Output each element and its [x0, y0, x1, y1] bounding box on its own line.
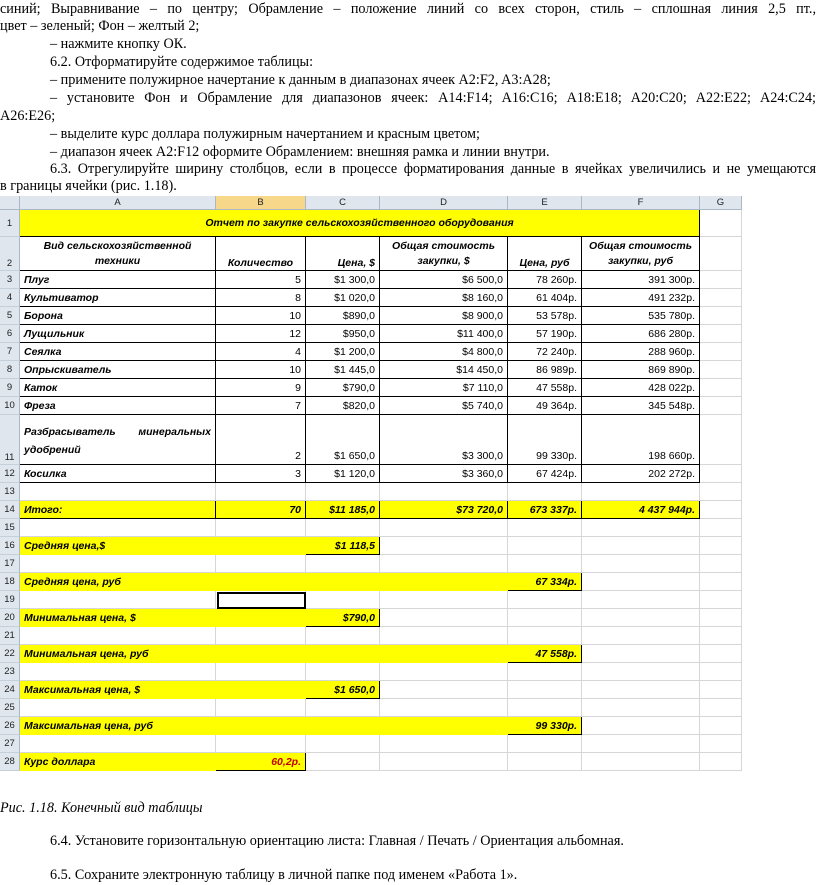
grid-cell[interactable] [582, 681, 700, 699]
row-header[interactable]: 11 [0, 415, 20, 465]
row-header[interactable]: 9 [0, 379, 20, 397]
column-header[interactable]: C [306, 196, 380, 210]
row-header[interactable]: 4 [0, 289, 20, 307]
grid-cell[interactable] [700, 379, 742, 397]
row-header[interactable]: 20 [0, 609, 20, 627]
total-usd-cell[interactable]: $14 450,0 [380, 361, 508, 379]
grid-cell[interactable] [508, 627, 582, 645]
grid-cell[interactable] [700, 591, 742, 609]
grid-cell[interactable] [700, 397, 742, 415]
row-header[interactable]: 10 [0, 397, 20, 415]
grid-cell[interactable] [306, 555, 380, 573]
grid-cell[interactable] [700, 343, 742, 361]
quantity-cell[interactable]: 10 [216, 307, 306, 325]
grid-cell[interactable] [508, 555, 582, 573]
grid-cell[interactable] [216, 483, 306, 501]
price-usd-cell[interactable]: $1 020,0 [306, 289, 380, 307]
rate-value-cell[interactable]: 60,2р. [216, 753, 306, 771]
grid-cell[interactable] [216, 699, 306, 717]
price-rub-cell[interactable]: 57 190р. [508, 325, 582, 343]
grid-cell[interactable] [20, 735, 216, 753]
grid-cell[interactable] [306, 699, 380, 717]
quantity-cell[interactable]: 12 [216, 325, 306, 343]
column-title-cell[interactable] [380, 237, 508, 271]
header-line: Вид сельскохозяйственной [43, 240, 192, 252]
total-rub-cell[interactable]: 535 780р. [582, 307, 700, 325]
paragraph-line: 6.5. Сохраните электронную таблицу в личной папке под именем «Работа 1». [50, 867, 518, 883]
grid-cell[interactable] [582, 699, 700, 717]
price-rub-cell[interactable]: 78 260р. [508, 271, 582, 289]
value-cell[interactable]: 99 330р. [508, 415, 582, 465]
row-header[interactable]: 8 [0, 361, 20, 379]
total-usd-cell[interactable]: $7 110,0 [380, 379, 508, 397]
item-name-cell[interactable]: Сеялка [20, 343, 216, 361]
total-usd-cell[interactable]: $4 800,0 [380, 343, 508, 361]
grid-cell[interactable] [582, 555, 700, 573]
grid-cell[interactable] [582, 663, 700, 681]
total-rub-cell[interactable]: 686 280р. [582, 325, 700, 343]
grid-cell[interactable] [216, 519, 306, 537]
total-rub-cell[interactable]: 491 232р. [582, 289, 700, 307]
summary-value-cell[interactable]: 47 558р. [508, 645, 582, 663]
quantity-cell[interactable]: 5 [216, 271, 306, 289]
grid-cell[interactable] [380, 519, 508, 537]
item-name-cell[interactable]: Борона [20, 307, 216, 325]
summary-label-cell[interactable]: Минимальная цена, $ [20, 609, 306, 627]
total-usd-cell[interactable]: $5 740,0 [380, 397, 508, 415]
grid-cell[interactable] [508, 537, 582, 555]
item-name-cell[interactable]: Культиватор [20, 289, 216, 307]
summary-label-cell[interactable]: Средняя цена, руб [20, 573, 508, 591]
paragraph-line: 6.4. Установите горизонтальную ориентацию листа: Главная / Печать / Ориентация альбомная. [50, 833, 624, 849]
row-header[interactable]: 18 [0, 573, 20, 591]
price-rub-cell[interactable]: 53 578р. [508, 307, 582, 325]
row-header[interactable]: 28 [0, 753, 20, 771]
grid-cell[interactable] [380, 537, 508, 555]
grid-cell[interactable] [582, 735, 700, 753]
summary-value-cell[interactable]: $790,0 [306, 609, 380, 627]
grid-cell[interactable] [380, 699, 508, 717]
price-rub-cell[interactable]: 47 558р. [508, 379, 582, 397]
grid-cell[interactable] [20, 699, 216, 717]
price-usd-cell[interactable]: $820,0 [306, 397, 380, 415]
grid-cell[interactable] [582, 591, 700, 609]
total-usd-cell[interactable]: $3 360,0 [380, 465, 508, 483]
grid-cell[interactable] [582, 645, 700, 663]
summary-label-cell[interactable]: Минимальная цена, руб [20, 645, 508, 663]
quantity-cell[interactable]: 3 [216, 465, 306, 483]
grid-cell[interactable] [700, 609, 742, 627]
row-header[interactable]: 25 [0, 699, 20, 717]
price-rub-cell[interactable]: 61 404р. [508, 289, 582, 307]
total-usd-cell[interactable]: $8 160,0 [380, 289, 508, 307]
total-usd-cell[interactable]: $73 720,0 [380, 501, 508, 519]
grid-cell[interactable] [216, 627, 306, 645]
total-sum-rub-cell[interactable]: 4 437 944р. [582, 501, 700, 519]
grid-cell[interactable] [582, 519, 700, 537]
grid-cell[interactable] [508, 663, 582, 681]
price-usd-cell[interactable]: $1 300,0 [306, 271, 380, 289]
item-name-cell[interactable]: Лущильник [20, 325, 216, 343]
column-header[interactable]: E [508, 196, 582, 210]
selected-cell[interactable] [217, 592, 306, 609]
grid-cell[interactable] [700, 717, 742, 735]
item-name-cell[interactable]: Опрыскиватель [20, 361, 216, 379]
grid-cell[interactable] [700, 325, 742, 343]
grid-cell[interactable] [582, 483, 700, 501]
total-rub-cell[interactable]: 288 960р. [582, 343, 700, 361]
grid-cell[interactable] [700, 735, 742, 753]
row-header[interactable]: 6 [0, 325, 20, 343]
grid-cell[interactable] [508, 699, 582, 717]
column-title-cell[interactable] [20, 237, 216, 271]
grid-cell[interactable] [700, 483, 742, 501]
summary-value-cell[interactable]: 67 334р. [508, 573, 582, 591]
item-name-cell[interactable]: Каток [20, 379, 216, 397]
grid-cell[interactable] [582, 537, 700, 555]
item-name-part: удобрений [24, 444, 81, 456]
paragraph-line: – диапазон ячеек A2:F12 оформите Обрамлением: внешняя рамка и линии внутри. [50, 144, 550, 160]
grid-cell[interactable] [380, 555, 508, 573]
select-all-corner[interactable] [0, 196, 20, 210]
paragraph-line: – примените полужирное начертание к данным в диапазонах ячеек A2:F2, A3:A28; [50, 72, 551, 88]
grid-cell[interactable] [20, 519, 216, 537]
total-qty-cell[interactable]: 70 [216, 501, 306, 519]
grid-cell[interactable] [216, 735, 306, 753]
item-name-cell[interactable]: Косилка [20, 465, 216, 483]
total-usd-cell[interactable]: $11 400,0 [380, 325, 508, 343]
total-rub-cell[interactable]: 428 022р. [582, 379, 700, 397]
grid-cell[interactable] [306, 735, 380, 753]
grid-cell[interactable] [20, 591, 216, 609]
rate-label-cell[interactable]: Курс доллара [20, 753, 216, 771]
price-usd-cell[interactable]: $790,0 [306, 379, 380, 397]
grid-cell[interactable] [700, 307, 742, 325]
quantity-cell[interactable]: 8 [216, 289, 306, 307]
paragraph-line: цвет – зеленый; Фон – желтый 2; [0, 18, 200, 34]
summary-value-cell[interactable]: 99 330р. [508, 717, 582, 735]
column-header[interactable]: A [20, 196, 216, 210]
total-rub-cell[interactable]: 202 272р. [582, 465, 700, 483]
total-label-cell[interactable]: Итого: [20, 501, 216, 519]
value-cell[interactable]: $1 650,0 [306, 415, 380, 465]
grid-cell[interactable] [700, 627, 742, 645]
row-header[interactable]: 15 [0, 519, 20, 537]
grid-cell[interactable] [700, 519, 742, 537]
item-name-cell[interactable]: Плуг [20, 271, 216, 289]
price-usd-cell[interactable]: $1 445,0 [306, 361, 380, 379]
column-header[interactable]: B [216, 196, 306, 210]
row-header[interactable]: 1 [0, 210, 20, 237]
grid-cell[interactable] [20, 555, 216, 573]
grid-cell[interactable] [216, 663, 306, 681]
grid-cell[interactable] [508, 609, 582, 627]
grid-cell[interactable] [306, 591, 380, 609]
row-header[interactable]: 26 [0, 717, 20, 735]
grid-cell[interactable] [508, 519, 582, 537]
grid-cell[interactable] [700, 271, 742, 289]
grid-cell[interactable] [700, 573, 742, 591]
grid-cell[interactable] [582, 753, 700, 771]
grid-cell[interactable] [508, 681, 582, 699]
item-name-part: Разбрасыватель [24, 426, 116, 438]
row-header[interactable]: 14 [0, 501, 20, 519]
column-title-cell[interactable]: Цена, $ [306, 237, 380, 271]
paragraph-line: – установите Фон и Обрамление для диапазонов ячеек: A14:F14; A16:C16; A18:E18; A20:C20; A22:E22; A24:C24; [50, 90, 816, 106]
price-usd-cell[interactable]: $950,0 [306, 325, 380, 343]
grid-cell[interactable] [508, 591, 582, 609]
total-rub-cell[interactable]: 673 337р. [508, 501, 582, 519]
grid-cell[interactable] [700, 555, 742, 573]
value-cell[interactable]: 198 660р. [582, 415, 700, 465]
price-usd-cell[interactable]: $1 120,0 [306, 465, 380, 483]
item-name-part: минеральных [138, 426, 211, 438]
row-header[interactable]: 16 [0, 537, 20, 555]
grid-cell[interactable] [508, 735, 582, 753]
grid-cell[interactable] [380, 591, 508, 609]
grid-cell[interactable] [380, 663, 508, 681]
item-name-cell[interactable]: Фреза [20, 397, 216, 415]
header-line: техники [94, 255, 141, 267]
summary-label-cell[interactable]: Максимальная цена, $ [20, 681, 306, 699]
total-usd-cell[interactable]: $6 500,0 [380, 271, 508, 289]
figure-caption: Рис. 1.18. Конечный вид таблицы [0, 800, 203, 816]
grid-cell[interactable] [306, 519, 380, 537]
price-rub-cell[interactable]: 49 364р. [508, 397, 582, 415]
row-header[interactable]: 13 [0, 483, 20, 501]
grid-cell[interactable] [508, 753, 582, 771]
header-line: закупки, руб [607, 255, 674, 267]
total-rub-cell[interactable]: 345 548р. [582, 397, 700, 415]
spreadsheet-figure [0, 196, 742, 768]
column-title-cell[interactable]: Цена, руб [508, 237, 582, 271]
summary-label-cell[interactable]: Средняя цена,$ [20, 537, 306, 555]
grid-cell[interactable] [306, 627, 380, 645]
header-line: Общая стоимость [589, 240, 692, 252]
value-cell[interactable]: $3 300,0 [380, 415, 508, 465]
grid-cell[interactable] [700, 501, 742, 519]
quantity-cell[interactable]: 10 [216, 361, 306, 379]
grid-cell[interactable] [700, 699, 742, 717]
column-header[interactable]: G [700, 196, 742, 210]
item-name-cell[interactable] [20, 415, 216, 465]
report-title-cell[interactable]: Отчет по закупке сельскохозяйственного оборудования [20, 210, 700, 237]
summary-label-cell[interactable]: Максимальная цена, руб [20, 717, 508, 735]
grid-cell[interactable] [700, 645, 742, 663]
paragraph-line: синий; Выравнивание – по центру; Обрамление – положение линий со всех сторон, стиль – сплошная линия 2,5 пт., [0, 1, 816, 17]
column-title-cell[interactable]: Количество [216, 237, 306, 271]
grid-cell[interactable] [380, 483, 508, 501]
grid-cell[interactable] [508, 483, 582, 501]
grid-cell[interactable] [306, 753, 380, 771]
grid-cell[interactable] [380, 681, 508, 699]
grid-cell[interactable] [306, 663, 380, 681]
summary-value-cell[interactable]: $1 118,5 [306, 537, 380, 555]
price-usd-cell[interactable]: $1 200,0 [306, 343, 380, 361]
grid-cell[interactable] [700, 681, 742, 699]
row-header[interactable]: 21 [0, 627, 20, 645]
row-header[interactable]: 5 [0, 307, 20, 325]
grid-cell[interactable] [380, 735, 508, 753]
paragraph-line: 6.2. Отформатируйте содержимое таблицы: [50, 54, 314, 70]
price-usd-cell[interactable]: $890,0 [306, 307, 380, 325]
grid-cell[interactable] [700, 361, 742, 379]
grid-cell[interactable] [20, 663, 216, 681]
summary-value-cell[interactable]: $1 650,0 [306, 681, 380, 699]
row-header[interactable]: 24 [0, 681, 20, 699]
grid-cell[interactable] [20, 483, 216, 501]
value-cell[interactable]: 2 [216, 415, 306, 465]
grid-cell[interactable] [700, 753, 742, 771]
paragraph-line: 6.3. Отрегулируйте ширину столбцов, если в процессе форматирования данные в ячейках увеличились и не умещаются [50, 161, 816, 177]
row-header[interactable]: 22 [0, 645, 20, 663]
grid-cell[interactable] [582, 573, 700, 591]
header-line: закупки, $ [417, 255, 470, 267]
row-header[interactable]: 2 [0, 237, 20, 271]
grid-cell[interactable] [700, 210, 742, 237]
row-header[interactable]: 23 [0, 663, 20, 681]
grid-cell[interactable] [700, 537, 742, 555]
grid-cell[interactable] [700, 415, 742, 465]
row-header[interactable]: 17 [0, 555, 20, 573]
paragraph-line: A26:E26; [0, 108, 56, 124]
total-price-cell[interactable]: $11 185,0 [306, 501, 380, 519]
price-rub-cell[interactable]: 67 424р. [508, 465, 582, 483]
grid-cell[interactable] [582, 717, 700, 735]
grid-cell[interactable] [380, 609, 508, 627]
paragraph-line: в границы ячейки (рис. 1.18). [0, 178, 177, 194]
grid-cell[interactable] [700, 289, 742, 307]
row-header[interactable]: 7 [0, 343, 20, 361]
grid-cell[interactable] [216, 555, 306, 573]
grid-cell[interactable] [700, 465, 742, 483]
column-header[interactable]: F [582, 196, 700, 210]
grid-cell[interactable] [700, 237, 742, 271]
total-rub-cell[interactable]: 391 300р. [582, 271, 700, 289]
paragraph-line: – нажмите кнопку ОК. [50, 36, 187, 52]
grid-cell[interactable] [380, 627, 508, 645]
total-usd-cell[interactable]: $8 900,0 [380, 307, 508, 325]
row-header[interactable]: 3 [0, 271, 20, 289]
price-rub-cell[interactable]: 72 240р. [508, 343, 582, 361]
paragraph-line: – выделите курс доллара полужирным начертанием и красным цветом; [50, 126, 480, 142]
price-rub-cell[interactable]: 86 989р. [508, 361, 582, 379]
grid-cell[interactable] [380, 753, 508, 771]
grid-cell[interactable] [20, 627, 216, 645]
grid-cell[interactable] [582, 627, 700, 645]
header-line: Общая стоимость [392, 240, 495, 252]
quantity-cell[interactable]: 4 [216, 343, 306, 361]
grid-cell[interactable] [306, 483, 380, 501]
total-rub-cell[interactable]: 869 890р. [582, 361, 700, 379]
column-header[interactable]: D [380, 196, 508, 210]
grid-cell[interactable] [582, 609, 700, 627]
column-title-cell[interactable] [582, 237, 700, 271]
quantity-cell[interactable]: 7 [216, 397, 306, 415]
row-header[interactable]: 27 [0, 735, 20, 753]
row-header[interactable]: 19 [0, 591, 20, 609]
row-header[interactable]: 12 [0, 465, 20, 483]
grid-cell[interactable] [700, 663, 742, 681]
quantity-cell[interactable]: 9 [216, 379, 306, 397]
